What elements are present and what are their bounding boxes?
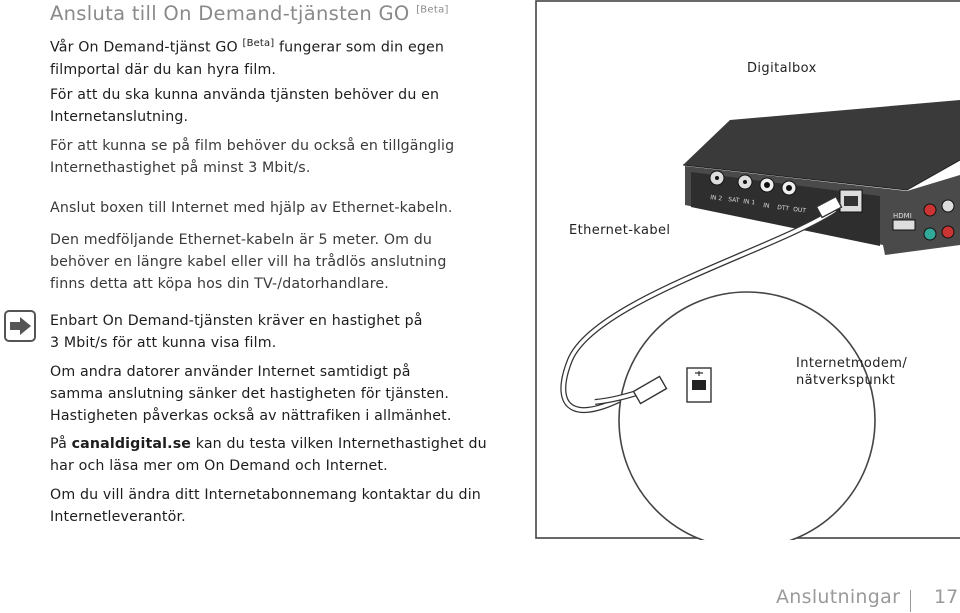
svg-text:HDMI: HDMI: [893, 212, 912, 220]
modem-zoom-circle: [619, 292, 875, 540]
page-number: 17: [934, 586, 959, 608]
connect-instruction: Anslut boxen till Internet med hjälp av Ethernet-kabeln.: [50, 200, 453, 216]
svg-text:OUT: OUT: [792, 206, 807, 215]
canaldigital-link[interactable]: canaldigital.se: [71, 436, 192, 452]
svg-text:IN: IN: [762, 202, 770, 210]
connection-diagram: [535, 0, 960, 540]
ethernet-cable-label: Ethernet-kabel: [569, 223, 671, 238]
page-title: Ansluta till On Demand-tjänsten GO [Beta]: [50, 2, 449, 25]
svg-text:DTT: DTT: [776, 204, 790, 213]
svg-text:SAT: SAT: [727, 196, 740, 205]
speed-paragraph: För att kunna se på film behöver du också en tillgänglig Internethastighet på minst 3 Mbit/s.: [50, 138, 455, 176]
intro-paragraph: Vår On Demand-tjänst GO [Beta] fungerar som din egen filmportal där du kan hyra film.: [50, 38, 444, 78]
footer-divider: [910, 590, 911, 612]
footer-section-name: Anslutningar: [776, 586, 901, 608]
digitalbox-label: Digitalbox: [747, 61, 817, 76]
ethernet-port-icon: [687, 368, 711, 402]
arrow-right-icon: [4, 310, 36, 342]
requirement-paragraph: För att du ska kunna använda tjänsten behöver du en Internetanslutning.: [50, 87, 440, 125]
cable-info-paragraph: Den medföljande Ethernet-kabeln är 5 meter. Om du behöver en längre kabel eller vill ha trådlös anslutning finns detta att köpa hos din TV-/datorhandlare.: [50, 232, 447, 292]
svg-text:IN 1: IN 1: [742, 198, 756, 207]
note-speedtest: På canaldigital.se kan du testa vilken Internethastighet du har och läsa mer om On Demand och Internet.: [50, 436, 487, 474]
note-change-subscription: Om du vill ändra ditt Internetabonnemang kontaktar du din Internetleverantör.: [50, 487, 481, 525]
note-shared-connection: Om andra datorer använder Internet samtidigt på samma anslutning sänker det hastigheten för tjänsten. Hastigheten påverkas också av nättrafiken i allmänhet.: [50, 364, 452, 424]
note-speed: Enbart On Demand-tjänsten kräver en hastighet på 3 Mbit/s för att kunna visa film.: [50, 313, 423, 351]
svg-text:IN 2: IN 2: [709, 194, 723, 203]
modem-label: Internetmodem/ nätverkspunkt: [796, 356, 908, 388]
